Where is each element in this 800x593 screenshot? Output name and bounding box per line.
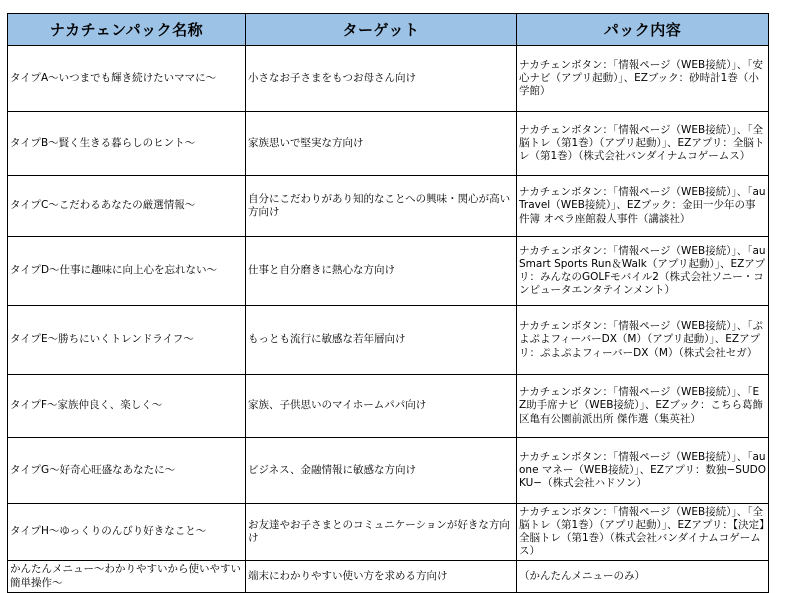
header-pack-content: パック内容 [517, 14, 769, 46]
content-cell: ナカチェンボタン：「情報ページ（WEB接続）」、「au Travel（WEB接続）」、EZブック：金田一少年の事件簿 オペラ座館殺人事件（講談社） [517, 176, 769, 237]
pack-name-cell: タイプA〜いつまでも輝き続けたいママに〜 [8, 46, 246, 112]
content-cell: ナカチェンボタン：「情報ページ（WEB接続）」、「EZ助手席ナビ（WEB接続）」、EZブック：こちら葛飾区亀有公園前派出所 傑作選（集英社） [517, 375, 769, 438]
table-row [8, 306, 769, 375]
header-row [8, 14, 769, 46]
table-row [8, 504, 769, 561]
table-row [8, 561, 769, 593]
pack-name-cell: タイプF〜家族仲良く、楽しく〜 [8, 375, 246, 438]
table-row [8, 112, 769, 176]
target-cell: 家族思いで堅実な方向け [246, 112, 517, 176]
content-cell: ナカチェンボタン：「情報ページ（WEB接続）」、「au Smart Sports Run＆Walk（アプリ起動）」、EZアプリ：みんなのGOLFモバイル2（株式会社ソニー・コンピュータエンタテインメント） [517, 237, 769, 306]
target-cell: 仕事と自分磨きに熱心な方向け [246, 237, 517, 306]
content-cell: ナカチェンボタン：「情報ページ（WEB接続）」、「安心ナビ（アプリ起動）」、EZブック：砂時計1巻（小学館） [517, 46, 769, 112]
pack-name-cell: かんたんメニュー〜わかりやすいから使いやすい簡単操作〜 [8, 561, 246, 593]
content-cell: ナカチェンボタン：「情報ページ（WEB接続）」、「au one マネー（WEB接続）」、EZアプリ：数独−SUDOKU−（株式会社ハドソン） [517, 438, 769, 504]
target-cell: 家族、子供思いのマイホームパパ向け [246, 375, 517, 438]
content-cell: ナカチェンボタン：「情報ページ（WEB接続）」、「全脳トレ（第1巻）（アプリ起動）」、EZアプリ：【決定】全脳トレ（第1巻）（株式会社バンダイナムコゲームス） [517, 504, 769, 561]
header-target: ターゲット [246, 14, 517, 46]
target-cell: お友達やお子さまとのコミュニケーションが好きな方向け [246, 504, 517, 561]
content-cell: ナカチェンボタン：「情報ページ（WEB接続）」、「ぷよぷよフィーバーDX（M）（アプリ起動）」、EZアプリ：ぷよぷよフィーバーDX（M）（株式会社セガ） [517, 306, 769, 375]
pack-name-cell: タイプC〜こだわるあなたの厳選情報〜 [8, 176, 246, 237]
content-cell: （かんたんメニューのみ） [517, 561, 769, 593]
target-cell: 小さなお子さまをもつお母さん向け [246, 46, 517, 112]
target-cell: 自分にこだわりがあり知的なことへの興味・関心が高い方向け [246, 176, 517, 237]
target-cell: ビジネス、金融情報に敏感な方向け [246, 438, 517, 504]
content-cell: ナカチェンボタン：「情報ページ（WEB接続）」、「全脳トレ（第1巻）（アプリ起動）」、EZアプリ：全脳トレ（第1巻）（株式会社バンダイナムコゲームス） [517, 112, 769, 176]
table-row [8, 375, 769, 438]
pack-name-cell: タイプG〜好奇心旺盛なあなたに〜 [8, 438, 246, 504]
pack-table [7, 13, 769, 593]
header-pack-name: ナカチェンパック名称 [8, 14, 246, 46]
target-cell: もっとも流行に敏感な若年層向け [246, 306, 517, 375]
target-cell: 端末にわかりやすい使い方を求める方向け [246, 561, 517, 593]
pack-name-cell: タイプH〜ゆっくりのんびり好きなこと〜 [8, 504, 246, 561]
table-row [8, 438, 769, 504]
table-row [8, 176, 769, 237]
pack-name-cell: タイプD〜仕事に趣味に向上心を忘れない〜 [8, 237, 246, 306]
pack-name-cell: タイプB〜賢く生きる暮らしのヒント〜 [8, 112, 246, 176]
pack-name-cell: タイプE〜勝ちにいくトレンドライフ〜 [8, 306, 246, 375]
table-row [8, 46, 769, 112]
table-row [8, 237, 769, 306]
